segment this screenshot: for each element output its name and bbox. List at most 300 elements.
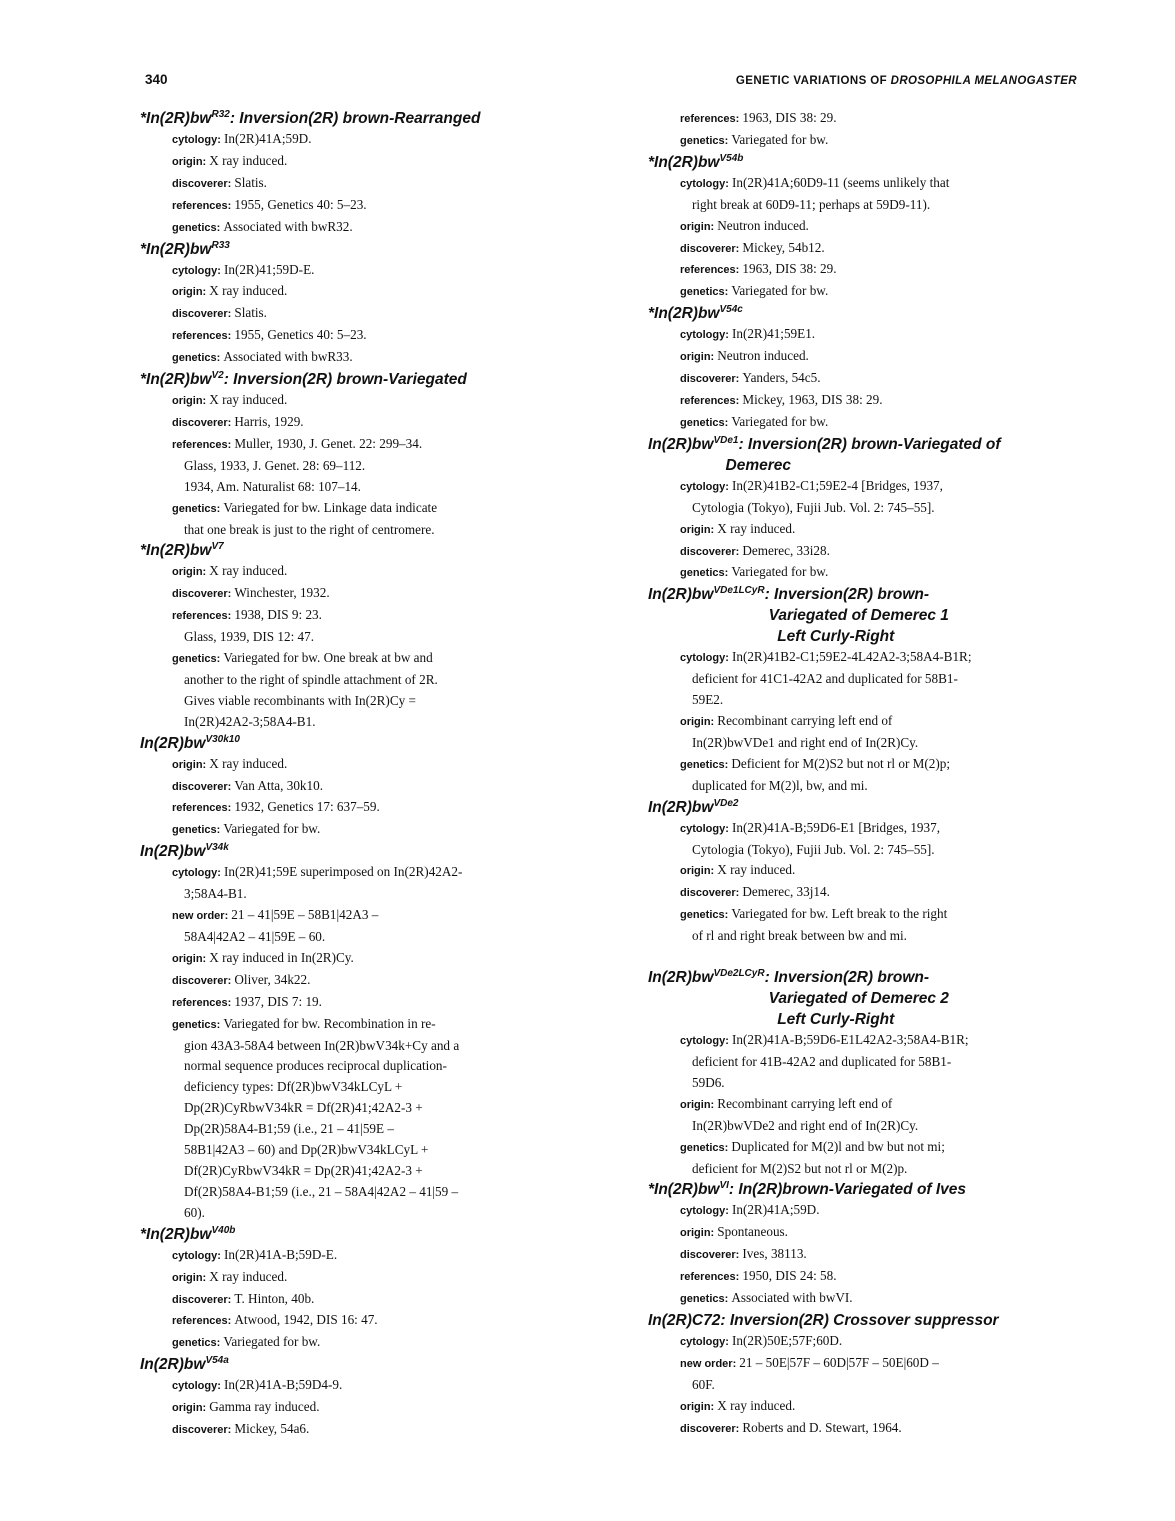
entry bbox=[648, 152, 1088, 303]
entry-field bbox=[648, 130, 1088, 152]
field-text: Variegated for bw. bbox=[731, 413, 829, 429]
entry-title: : Inversion(2R) brown-Variegated bbox=[223, 371, 467, 389]
field-label: origin: bbox=[680, 1098, 718, 1111]
entry-superscript: V7 bbox=[211, 541, 224, 553]
field-text: Variegated for bw. Recombination in re- bbox=[223, 1015, 436, 1031]
field-text: Glass, 1933, J. Genet. 28: 69–112. bbox=[184, 457, 366, 473]
field-label: references: bbox=[172, 996, 235, 1009]
entry-field bbox=[648, 860, 1088, 882]
field-text: 58A4|42A2 – 41|59E – 60. bbox=[184, 929, 326, 944]
entry-field bbox=[140, 905, 570, 948]
field-text: Cytologia (Tokyo), Fujii Jub. Vol. 2: 745–55]. bbox=[692, 499, 935, 515]
entry-heading bbox=[140, 733, 570, 754]
entry bbox=[648, 967, 1088, 1179]
field-text: right break at 60D9-11; perhaps at 59D9-11). bbox=[692, 196, 931, 212]
running-head-species: DROSOPHILA MELANOGASTER bbox=[890, 75, 1077, 87]
left-column bbox=[140, 108, 570, 1441]
entry-field bbox=[140, 648, 570, 733]
entry-field bbox=[648, 541, 1088, 563]
field-text: X ray induced. bbox=[717, 862, 796, 878]
field-label: discoverer: bbox=[172, 780, 235, 793]
entry-field bbox=[648, 1396, 1088, 1418]
field-text: Muller, 1930, J. Genet. 22: 299–34. bbox=[234, 435, 423, 451]
field-label: cytology: bbox=[172, 867, 224, 880]
field-label: cytology: bbox=[172, 1249, 224, 1262]
field-text: In(2R)41A-B;59D6-E1L42A2-3;58A4-B1R; bbox=[731, 1032, 969, 1048]
entry-symbol: In(2R)bw bbox=[140, 843, 206, 861]
field-text: X ray induced in In(2R)Cy. bbox=[209, 949, 354, 965]
entry bbox=[648, 434, 1088, 585]
entry-field bbox=[140, 797, 570, 819]
field-label: origin: bbox=[680, 523, 718, 536]
entry-heading bbox=[140, 841, 570, 862]
field-text: In(2R)50E;57F;60D. bbox=[731, 1332, 843, 1348]
field-label: origin: bbox=[172, 395, 210, 408]
field-text: In(2R)bwVDe1 and right end of In(2R)Cy. bbox=[692, 734, 919, 750]
field-label: genetics: bbox=[680, 134, 732, 147]
entry-heading bbox=[648, 1310, 1088, 1331]
field-text: Mickey, 54a6. bbox=[234, 1421, 310, 1437]
field-label: genetics: bbox=[680, 758, 732, 771]
field-label: origin: bbox=[172, 286, 210, 299]
entry-field bbox=[648, 1244, 1088, 1266]
field-text: 1963, DIS 38: 29. bbox=[742, 261, 837, 277]
entry-field bbox=[140, 1289, 570, 1311]
field-label: discoverer: bbox=[172, 1293, 235, 1306]
field-label: genetics: bbox=[680, 1293, 732, 1306]
field-label: references: bbox=[172, 438, 235, 451]
field-text: Oliver, 34k22. bbox=[234, 971, 311, 987]
entry-symbol: *In(2R)bw bbox=[140, 542, 212, 560]
field-text: In(2R)41A-B;59D6-E1 [Bridges, 1937, bbox=[731, 819, 940, 835]
field-text: 21 – 50E|57F – 60D|57F – 50E|60D – bbox=[739, 1354, 939, 1370]
field-text: Yanders, 54c5. bbox=[742, 370, 821, 386]
field-text: In(2R)41;59E1. bbox=[731, 326, 816, 342]
field-label: references: bbox=[172, 199, 235, 212]
field-text: Harris, 1929. bbox=[234, 413, 304, 429]
entry-superscript: VI bbox=[719, 1180, 729, 1192]
entry bbox=[648, 1310, 1088, 1440]
entry-field bbox=[648, 1137, 1088, 1180]
entry-superscript: VDe1 bbox=[713, 434, 739, 446]
field-text: Recombinant carrying left end of bbox=[717, 1095, 893, 1111]
field-label: discoverer: bbox=[172, 177, 235, 190]
field-text: Van Atta, 30k10. bbox=[234, 777, 324, 793]
field-label: references: bbox=[172, 330, 235, 343]
entry-field bbox=[140, 303, 570, 325]
entry bbox=[648, 584, 1088, 796]
field-label: discoverer: bbox=[172, 588, 235, 601]
field-label: origin: bbox=[172, 1271, 210, 1284]
entry-superscript: VDe2 bbox=[713, 797, 739, 809]
field-label: cytology: bbox=[680, 1335, 732, 1348]
field-text: 1963, DIS 38: 29. bbox=[742, 110, 837, 125]
entry-symbol: *In(2R)bw bbox=[140, 1225, 212, 1243]
field-label: origin: bbox=[172, 566, 210, 579]
entry-field bbox=[140, 390, 570, 412]
entry-field bbox=[140, 498, 570, 541]
field-text: In(2R)bwVDe2 and right end of In(2R)Cy. bbox=[692, 1117, 919, 1133]
entry-field bbox=[140, 970, 570, 992]
field-text: Associated with bwR33. bbox=[223, 349, 353, 365]
entry-title: : Inversion(2R) brown-Rearranged bbox=[229, 110, 481, 127]
field-text: Duplicated for M(2)l and bw but not mi; bbox=[731, 1138, 945, 1154]
entry-superscript: V40b bbox=[211, 1224, 236, 1236]
field-label: discoverer: bbox=[680, 242, 743, 255]
field-label: references: bbox=[680, 113, 743, 125]
entry-field bbox=[140, 862, 570, 905]
field-label: cytology: bbox=[680, 329, 732, 342]
field-label: cytology: bbox=[680, 1035, 732, 1048]
field-text: In(2R)41A;59D. bbox=[731, 1202, 820, 1218]
entry-field bbox=[648, 108, 1088, 130]
field-text: X ray induced. bbox=[209, 563, 288, 579]
right-column bbox=[648, 108, 1088, 1440]
entry-title: : Inversion(2R) Crossover suppressor bbox=[720, 1311, 999, 1329]
entry-field bbox=[140, 1332, 570, 1354]
field-text: T. Hinton, 40b. bbox=[234, 1290, 315, 1306]
field-label: references: bbox=[172, 1315, 235, 1328]
entry-heading bbox=[140, 239, 570, 260]
entry-field bbox=[648, 173, 1088, 216]
field-text: Recombinant carrying left end of bbox=[717, 713, 893, 729]
entry bbox=[648, 303, 1088, 434]
field-label: references: bbox=[680, 394, 743, 407]
entry-symbol: *In(2R)bw bbox=[140, 371, 212, 389]
entry-superscript: R32 bbox=[211, 108, 230, 120]
field-text: Dp(2R)CyRbwV34kR = Df(2R)41;42A2-3 + bbox=[184, 1100, 423, 1116]
entry bbox=[140, 540, 570, 732]
entry-field bbox=[140, 281, 570, 303]
field-label: discoverer: bbox=[172, 308, 235, 321]
entry-symbol: In(2R)bw bbox=[648, 586, 714, 604]
field-text: Spontaneous. bbox=[717, 1224, 788, 1240]
field-label: origin: bbox=[680, 351, 718, 364]
entry-field bbox=[648, 1266, 1088, 1288]
field-text: X ray induced. bbox=[209, 152, 288, 168]
entry-field bbox=[648, 1222, 1088, 1244]
entry-field bbox=[648, 346, 1088, 368]
entry-symbol: In(2R)bw bbox=[140, 734, 206, 752]
entry-field bbox=[140, 776, 570, 798]
field-text: X ray induced. bbox=[717, 520, 796, 536]
entry-field bbox=[140, 819, 570, 841]
field-text: 59E2. bbox=[692, 692, 724, 708]
entry-field bbox=[648, 1331, 1088, 1353]
entry-symbol: *In(2R)bw bbox=[140, 240, 212, 258]
field-text: Variegated for bw. Left break to the right bbox=[731, 906, 948, 922]
entry-heading bbox=[648, 303, 1088, 324]
field-text: duplicated for M(2)l, bw, and mi. bbox=[692, 777, 868, 793]
entry-field bbox=[140, 412, 570, 434]
field-text: Atwood, 1942, DIS 16: 47. bbox=[234, 1312, 378, 1328]
field-text: Neutron induced. bbox=[717, 217, 809, 233]
field-text: Demerec, 33i28. bbox=[742, 542, 830, 558]
field-label: origin: bbox=[680, 1400, 718, 1413]
field-text: Variegated for bw. bbox=[223, 1334, 321, 1350]
entry-field bbox=[648, 259, 1088, 281]
entry-superscript: V54b bbox=[719, 152, 744, 164]
field-text: 1950, DIS 24: 58. bbox=[742, 1268, 837, 1284]
entry-heading bbox=[140, 540, 570, 561]
field-text: that one break is just to the right of centromere. bbox=[184, 521, 435, 537]
field-text: X ray induced. bbox=[209, 392, 288, 408]
field-label: genetics: bbox=[172, 221, 224, 234]
page-number: 340 bbox=[145, 72, 168, 87]
entry-field bbox=[648, 238, 1088, 260]
field-text: In(2R)41A;59D. bbox=[223, 131, 312, 146]
field-label: genetics: bbox=[680, 909, 732, 922]
field-text: Df(2R)CyRbwV34kR = Dp(2R)41;42A2-3 + bbox=[184, 1162, 423, 1178]
field-label: discoverer: bbox=[172, 974, 235, 987]
field-label: new order: bbox=[172, 910, 232, 923]
field-label: discoverer: bbox=[172, 1424, 235, 1437]
field-text: Deficient for M(2)S2 but not rl or M(2)p; bbox=[731, 755, 951, 771]
entry bbox=[140, 1354, 570, 1441]
entry-field bbox=[648, 519, 1088, 541]
entry-field bbox=[648, 412, 1088, 434]
entry-heading bbox=[140, 369, 570, 390]
field-label: cytology: bbox=[680, 1205, 732, 1218]
field-text: 21 – 41|59E – 58B1|42A3 – bbox=[231, 907, 379, 923]
field-text: X ray induced. bbox=[209, 755, 288, 771]
field-text: Neutron induced. bbox=[717, 348, 809, 364]
field-label: cytology: bbox=[680, 652, 732, 665]
entry bbox=[140, 841, 570, 1223]
entry-field bbox=[648, 1288, 1088, 1310]
entry-title: : Inversion(2R) brown- Variegated of Demerec 2 Left Curly-Right bbox=[764, 969, 949, 1029]
entry-symbol: *In(2R)bw bbox=[648, 153, 720, 171]
entry-field bbox=[140, 1245, 570, 1267]
entry-field bbox=[140, 561, 570, 583]
field-text: 60). bbox=[184, 1204, 205, 1220]
entry-field bbox=[140, 173, 570, 195]
field-text: X ray induced. bbox=[209, 1268, 288, 1284]
entry-field bbox=[648, 390, 1088, 412]
entry-field bbox=[140, 195, 570, 217]
field-text: Gamma ray induced. bbox=[209, 1399, 320, 1415]
entry-superscript: V54c bbox=[719, 304, 743, 316]
field-text: Demerec, 33j14. bbox=[742, 884, 830, 900]
field-label: genetics: bbox=[172, 502, 224, 515]
entry bbox=[140, 108, 570, 239]
entry-title: : Inversion(2R) brown-Variegated of Demerec bbox=[725, 435, 1001, 474]
entry-field bbox=[140, 1014, 570, 1224]
field-label: cytology: bbox=[172, 134, 224, 146]
entry bbox=[140, 239, 570, 370]
field-text: deficient for M(2)S2 but not rl or M(2)p. bbox=[692, 1160, 908, 1176]
field-text: Variegated for bw. bbox=[731, 564, 829, 580]
entry-superscript: V34k bbox=[205, 842, 229, 854]
field-label: origin: bbox=[172, 952, 210, 965]
entry-field bbox=[648, 754, 1088, 797]
field-text: Associated with bwR32. bbox=[223, 218, 353, 234]
field-text: 60F. bbox=[692, 1376, 715, 1392]
entry-field bbox=[140, 129, 570, 151]
field-label: genetics: bbox=[172, 352, 224, 365]
field-label: discoverer: bbox=[680, 545, 743, 558]
entry-heading bbox=[648, 797, 1088, 818]
entry-field bbox=[140, 1310, 570, 1332]
entry-symbol: In(2R)bw bbox=[140, 1356, 206, 1374]
field-label: discoverer: bbox=[680, 373, 743, 386]
entry-field bbox=[140, 151, 570, 173]
field-text: Roberts and D. Stewart, 1964. bbox=[742, 1419, 902, 1435]
entry-superscript: R33 bbox=[211, 239, 230, 251]
field-text: 1932, Genetics 17: 637–59. bbox=[234, 799, 380, 815]
field-label: references: bbox=[680, 264, 743, 277]
entry-heading bbox=[140, 1224, 570, 1245]
entry-field bbox=[140, 260, 570, 282]
field-text: 1955, Genetics 40: 5–23. bbox=[234, 196, 367, 212]
entry-field bbox=[140, 992, 570, 1014]
entry-field bbox=[140, 1267, 570, 1289]
field-text: Variegated for bw. bbox=[731, 283, 829, 299]
entry-field bbox=[140, 1375, 570, 1397]
field-label: origin: bbox=[172, 155, 210, 168]
entry-superscript: VDe1LCyR bbox=[713, 585, 765, 597]
entry-field bbox=[140, 583, 570, 605]
field-text: 3;58A4-B1. bbox=[184, 886, 247, 902]
field-label: origin: bbox=[680, 1227, 718, 1240]
field-label: origin: bbox=[172, 758, 210, 771]
field-text: X ray induced. bbox=[209, 283, 288, 299]
field-text: In(2R)41B2-C1;59E2-4L42A2-3;58A4-B1R; bbox=[731, 649, 972, 665]
field-text: Variegated for bw. bbox=[731, 131, 829, 147]
entry-field bbox=[648, 1094, 1088, 1137]
field-label: discoverer: bbox=[680, 1249, 743, 1262]
field-label: cytology: bbox=[680, 480, 732, 493]
field-label: cytology: bbox=[680, 822, 732, 835]
entry-title: : Inversion(2R) brown- Variegated of Demerec 1 Left Curly-Right bbox=[764, 586, 949, 646]
field-label: origin: bbox=[680, 865, 718, 878]
field-text: Ives, 38113. bbox=[742, 1246, 807, 1262]
field-label: genetics: bbox=[172, 653, 224, 666]
field-label: cytology: bbox=[172, 264, 224, 277]
field-label: references: bbox=[172, 802, 235, 815]
entry-superscript: V2 bbox=[211, 369, 224, 381]
field-text: 1937, DIS 7: 19. bbox=[234, 993, 322, 1009]
entry-field bbox=[648, 281, 1088, 303]
entry-symbol: In(2R)bw bbox=[648, 798, 714, 816]
field-text: 1955, Genetics 40: 5–23. bbox=[234, 327, 367, 343]
field-label: genetics: bbox=[172, 1018, 224, 1031]
field-text: Slatis. bbox=[234, 174, 267, 190]
entry-field bbox=[140, 217, 570, 239]
field-text: In(2R)41;59E superimposed on In(2R)42A2- bbox=[223, 864, 463, 880]
field-text: Cytologia (Tokyo), Fujii Jub. Vol. 2: 745–55]. bbox=[692, 841, 935, 857]
entry bbox=[140, 733, 570, 842]
entry-symbol: In(2R)C72 bbox=[648, 1311, 721, 1329]
field-text: Mickey, 54b12. bbox=[742, 239, 825, 255]
field-text: Mickey, 1963, DIS 38: 29. bbox=[742, 391, 883, 407]
field-text: another to the right of spindle attachment of 2R. bbox=[184, 671, 438, 687]
field-label: discoverer: bbox=[680, 887, 743, 900]
field-label: genetics: bbox=[172, 1337, 224, 1350]
field-text: Variegated for bw. Linkage data indicate bbox=[223, 499, 438, 515]
entry-heading bbox=[140, 1354, 570, 1375]
field-label: references: bbox=[172, 610, 235, 623]
entry-heading bbox=[648, 967, 1088, 1030]
field-text: Winchester, 1932. bbox=[234, 585, 330, 601]
field-label: origin: bbox=[680, 716, 718, 729]
field-text: Df(2R)58A4-B1;59 (i.e., 21 – 58A4|42A2 – 41|59 – bbox=[184, 1183, 459, 1199]
entry-field bbox=[140, 948, 570, 970]
entry-field bbox=[648, 1418, 1088, 1440]
entry-heading bbox=[648, 584, 1088, 647]
entry-superscript: VDe2LCyR bbox=[713, 967, 765, 979]
field-label: genetics: bbox=[680, 286, 732, 299]
field-label: discoverer: bbox=[680, 1422, 743, 1435]
entry-field bbox=[648, 882, 1088, 904]
field-label: cytology: bbox=[172, 1380, 224, 1393]
entry-field bbox=[140, 605, 570, 648]
entry-heading bbox=[648, 152, 1088, 173]
field-label: cytology: bbox=[680, 177, 732, 190]
field-text: 1938, DIS 9: 23. bbox=[234, 607, 322, 623]
field-text: In(2R)41A-B;59D4-9. bbox=[223, 1377, 343, 1393]
entry-symbol: *In(2R)bw bbox=[648, 1181, 720, 1199]
field-label: origin: bbox=[680, 220, 718, 233]
entry-field bbox=[140, 1419, 570, 1441]
field-text: In(2R)41B2-C1;59E2-4 [Bridges, 1937, bbox=[731, 477, 943, 493]
field-label: genetics: bbox=[680, 1141, 732, 1154]
entry-title: : In(2R)brown-Variegated of Ives bbox=[728, 1181, 967, 1199]
entry-heading bbox=[648, 434, 1088, 476]
field-text: Variegated for bw. One break at bw and bbox=[223, 650, 433, 666]
field-text: Variegated for bw. bbox=[223, 821, 321, 837]
field-text: In(2R)41A;60D9-11 (seems unlikely that bbox=[731, 174, 950, 190]
entry-field bbox=[140, 1397, 570, 1419]
entry bbox=[648, 108, 1088, 152]
entry-heading bbox=[648, 1179, 1088, 1200]
entry bbox=[140, 1224, 570, 1355]
entry bbox=[648, 797, 1088, 947]
entry-field bbox=[648, 1030, 1088, 1094]
entry-symbol: In(2R)bw bbox=[648, 969, 714, 987]
entry-symbol: *In(2R)bw bbox=[648, 305, 720, 323]
field-text: 1934, Am. Naturalist 68: 107–14. bbox=[184, 478, 361, 494]
entry bbox=[140, 369, 570, 540]
entry-field bbox=[648, 1353, 1088, 1396]
entry-field bbox=[648, 711, 1088, 754]
running-head-prefix: GENETIC VARIATIONS OF bbox=[735, 75, 891, 87]
entry-superscript: V54a bbox=[205, 1355, 229, 1367]
entry-field bbox=[648, 216, 1088, 238]
entry-field bbox=[648, 1200, 1088, 1222]
field-label: references: bbox=[680, 1271, 743, 1284]
field-label: new order: bbox=[680, 1357, 740, 1370]
entry-field bbox=[648, 647, 1088, 711]
entry-symbol: In(2R)bw bbox=[648, 435, 714, 453]
entry-heading bbox=[140, 108, 570, 129]
field-label: discoverer: bbox=[172, 416, 235, 429]
field-label: genetics: bbox=[172, 824, 224, 837]
field-text: normal sequence produces reciprocal duplication- bbox=[184, 1058, 447, 1074]
field-text: Associated with bwVI. bbox=[731, 1290, 853, 1306]
running-head bbox=[736, 75, 1077, 87]
field-text: Gives viable recombinants with In(2R)Cy = bbox=[184, 692, 416, 708]
field-text: deficient for 41B-42A2 and duplicated for 58B1- bbox=[692, 1054, 952, 1069]
entry-field bbox=[648, 324, 1088, 346]
entry-field bbox=[140, 325, 570, 347]
entry-field bbox=[140, 347, 570, 369]
field-text: Slatis. bbox=[234, 305, 267, 321]
field-text: Dp(2R)58A4-B1;59 (i.e., 21 – 41|59E – bbox=[184, 1121, 394, 1137]
entry-field bbox=[648, 368, 1088, 390]
field-text: 59D6. bbox=[692, 1074, 725, 1090]
field-text: deficiency types: Df(2R)bwV34kLCyL + bbox=[184, 1079, 403, 1095]
